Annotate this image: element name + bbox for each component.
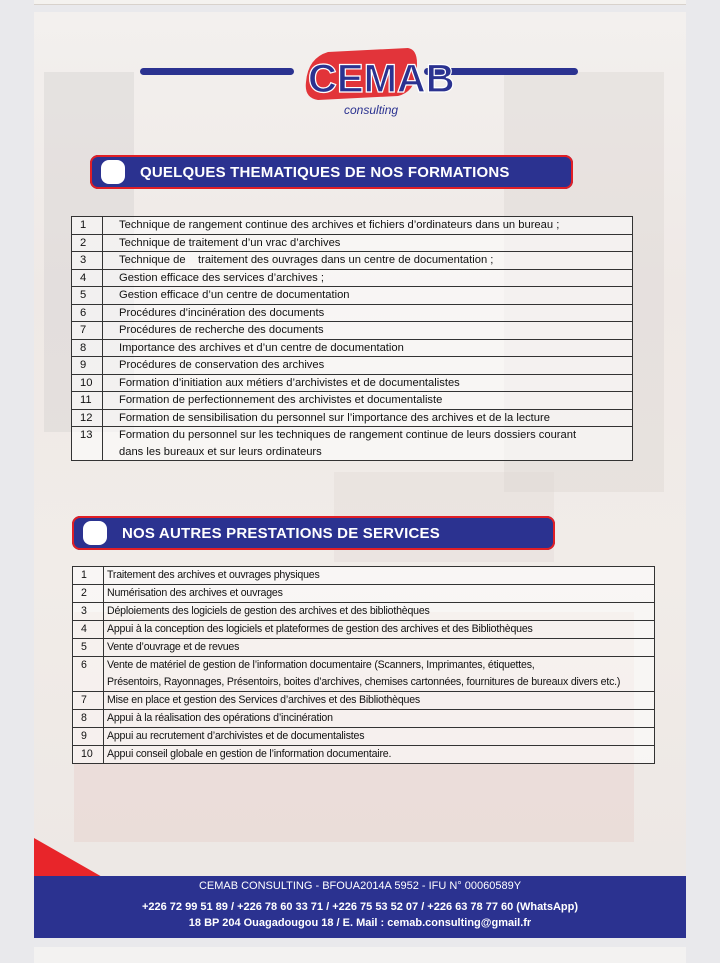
next-page-edge <box>34 947 686 963</box>
row-text <box>104 567 655 585</box>
row-number: 6 <box>72 304 103 322</box>
table-row <box>72 304 633 322</box>
row-text <box>104 657 655 692</box>
row-text-line: Appui à la conception des logiciels et plateformes de gestion des archives et des Bibliothèques <box>107 623 533 635</box>
row-text <box>104 746 655 764</box>
table-row <box>72 427 633 461</box>
row-number: 4 <box>72 269 103 287</box>
row-text-line: Traitement des archives et ouvrages physiques <box>107 569 320 581</box>
row-text <box>104 639 655 657</box>
row-text-line: Présentoirs, Rayonnages, Présentoirs, boites d’archives, chemises cartonnées, fournitures de bureaux divers etc.) <box>107 676 621 688</box>
row-number: 8 <box>73 710 104 728</box>
section-title: NOS AUTRES PRESTATIONS DE SERVICES <box>122 525 440 542</box>
row-text-line: Formation du personnel sur les techniques de rangement continue de leurs dossiers courant <box>119 429 577 441</box>
row-text <box>104 603 655 621</box>
row-text <box>104 692 655 710</box>
logo-wordmark: CEMAB <box>308 57 455 101</box>
row-text <box>103 392 633 410</box>
table-row <box>72 217 633 235</box>
row-text-line: dans les bureaux et sur leurs ordinateurs <box>119 445 322 458</box>
row-text <box>103 339 633 357</box>
table-row <box>73 585 655 603</box>
row-text <box>103 269 633 287</box>
row-number: 9 <box>72 357 103 375</box>
row-number: 7 <box>72 322 103 340</box>
row-number: 1 <box>72 217 103 235</box>
table-row <box>72 357 633 375</box>
table-row <box>73 692 655 710</box>
table-row <box>73 728 655 746</box>
footer-address-line: 18 BP 204 Ouagadougou 18 / E. Mail : cemab.consulting@gmail.fr <box>188 917 532 929</box>
row-number: 5 <box>72 287 103 305</box>
row-text-line: Appui conseil globale en gestion de l’information documentaire. <box>107 748 392 760</box>
row-text-line: Appui au recrutement d’archivistes et de documentalistes <box>107 730 365 742</box>
row-text <box>103 409 633 427</box>
row-text-line: Gestion efficace des services d’archives ; <box>119 271 324 284</box>
table-row <box>73 657 655 692</box>
table-row <box>72 374 633 392</box>
row-text-line: Déploiements des logiciels de gestion des archives et des bibliothèques <box>107 605 430 617</box>
row-text-line: Importance des archives et d’un centre de documentation <box>119 341 404 354</box>
row-text-line: Mise en place et gestion des Services d’archives et des Bibliothèques <box>107 694 421 706</box>
table-row <box>72 252 633 270</box>
row-text <box>103 322 633 340</box>
cemab-logo <box>298 30 455 130</box>
table-row <box>73 567 655 585</box>
row-number: 8 <box>72 339 103 357</box>
row-number: 10 <box>73 746 104 764</box>
row-number: 6 <box>73 657 104 692</box>
row-text-line: Vente d’ouvrage et de revues <box>107 641 240 653</box>
logo-tagline: consulting <box>344 103 399 117</box>
table-row <box>72 234 633 252</box>
row-text <box>104 710 655 728</box>
row-number: 13 <box>72 427 103 461</box>
previous-page-edge <box>34 0 686 5</box>
row-number: 12 <box>72 409 103 427</box>
row-number: 4 <box>73 621 104 639</box>
section-header-formations <box>90 155 573 189</box>
row-text-line: Procédures de conservation des archives <box>119 359 325 371</box>
table-row <box>72 322 633 340</box>
row-text-line: Gestion efficace d’un centre de documentation <box>119 289 350 301</box>
row-text-line: Procédures de recherche des documents <box>119 324 324 336</box>
row-text <box>103 374 633 392</box>
row-number: 1 <box>73 567 104 585</box>
row-text <box>104 621 655 639</box>
table-row <box>73 746 655 764</box>
section-title: QUELQUES THEMATIQUES DE NOS FORMATIONS <box>140 164 510 181</box>
table-row <box>73 621 655 639</box>
row-text <box>103 234 633 252</box>
logo-left-line <box>140 68 294 75</box>
row-text-line: Technique de rangement continue des archives et fichiers d’ordinateurs dans un bureau ; <box>119 219 560 231</box>
table-row <box>73 710 655 728</box>
row-text-line: Formation de perfectionnement des archivistes et documentaliste <box>119 394 443 406</box>
row-text-line: Technique de traitement des ouvrages dans un centre de documentation ; <box>119 254 494 266</box>
row-number: 11 <box>72 392 103 410</box>
table-row <box>72 409 633 427</box>
row-text-line: Vente de matériel de gestion de l’information documentaire (Scanners, Imprimantes, étiquettes, <box>107 659 535 671</box>
table-row <box>73 639 655 657</box>
table-row <box>72 339 633 357</box>
table-row <box>72 287 633 305</box>
table-row <box>72 269 633 287</box>
row-number: 2 <box>73 585 104 603</box>
row-text-line: Procédures d’incinération des documents <box>119 306 325 319</box>
footer-banner <box>34 876 686 938</box>
row-text <box>103 252 633 270</box>
formations-table <box>71 216 633 461</box>
cemab-logo-mark <box>298 30 455 130</box>
row-text-line: Numérisation des archives et ouvrages <box>107 587 283 599</box>
row-number: 3 <box>72 252 103 270</box>
row-text <box>103 217 633 235</box>
section-header-services <box>72 516 555 550</box>
row-number: 3 <box>73 603 104 621</box>
bullet-icon <box>101 160 125 184</box>
row-text <box>104 585 655 603</box>
row-text-line: Appui à la réalisation des opérations d’incinération <box>107 712 333 724</box>
table-row <box>73 603 655 621</box>
row-text-line: Formation de sensibilisation du personnel sur l’importance des archives et de la lecture <box>119 411 550 424</box>
row-number: 9 <box>73 728 104 746</box>
row-text <box>104 728 655 746</box>
row-number: 7 <box>73 692 104 710</box>
table-row <box>72 392 633 410</box>
row-text <box>103 357 633 375</box>
document-page <box>34 12 686 938</box>
services-table <box>72 566 655 764</box>
row-text <box>103 287 633 305</box>
row-text-line: Technique de traitement d’un vrac d’archives <box>119 236 341 249</box>
bullet-icon <box>83 521 107 545</box>
row-text <box>103 304 633 322</box>
footer-company-line: CEMAB CONSULTING - BFOUA2014A 5952 - IFU N° 00060589Y <box>198 880 522 892</box>
row-text <box>103 427 633 461</box>
row-text-line: Formation d’initiation aux métiers d’archivistes et de documentalistes <box>119 376 460 389</box>
row-number: 5 <box>73 639 104 657</box>
footer-phone-line: +226 72 99 51 89 / +226 78 60 33 71 / +226 75 53 52 07 / +226 63 78 77 60 (WhatsApp) <box>141 901 579 913</box>
row-number: 2 <box>72 234 103 252</box>
row-number: 10 <box>72 374 103 392</box>
